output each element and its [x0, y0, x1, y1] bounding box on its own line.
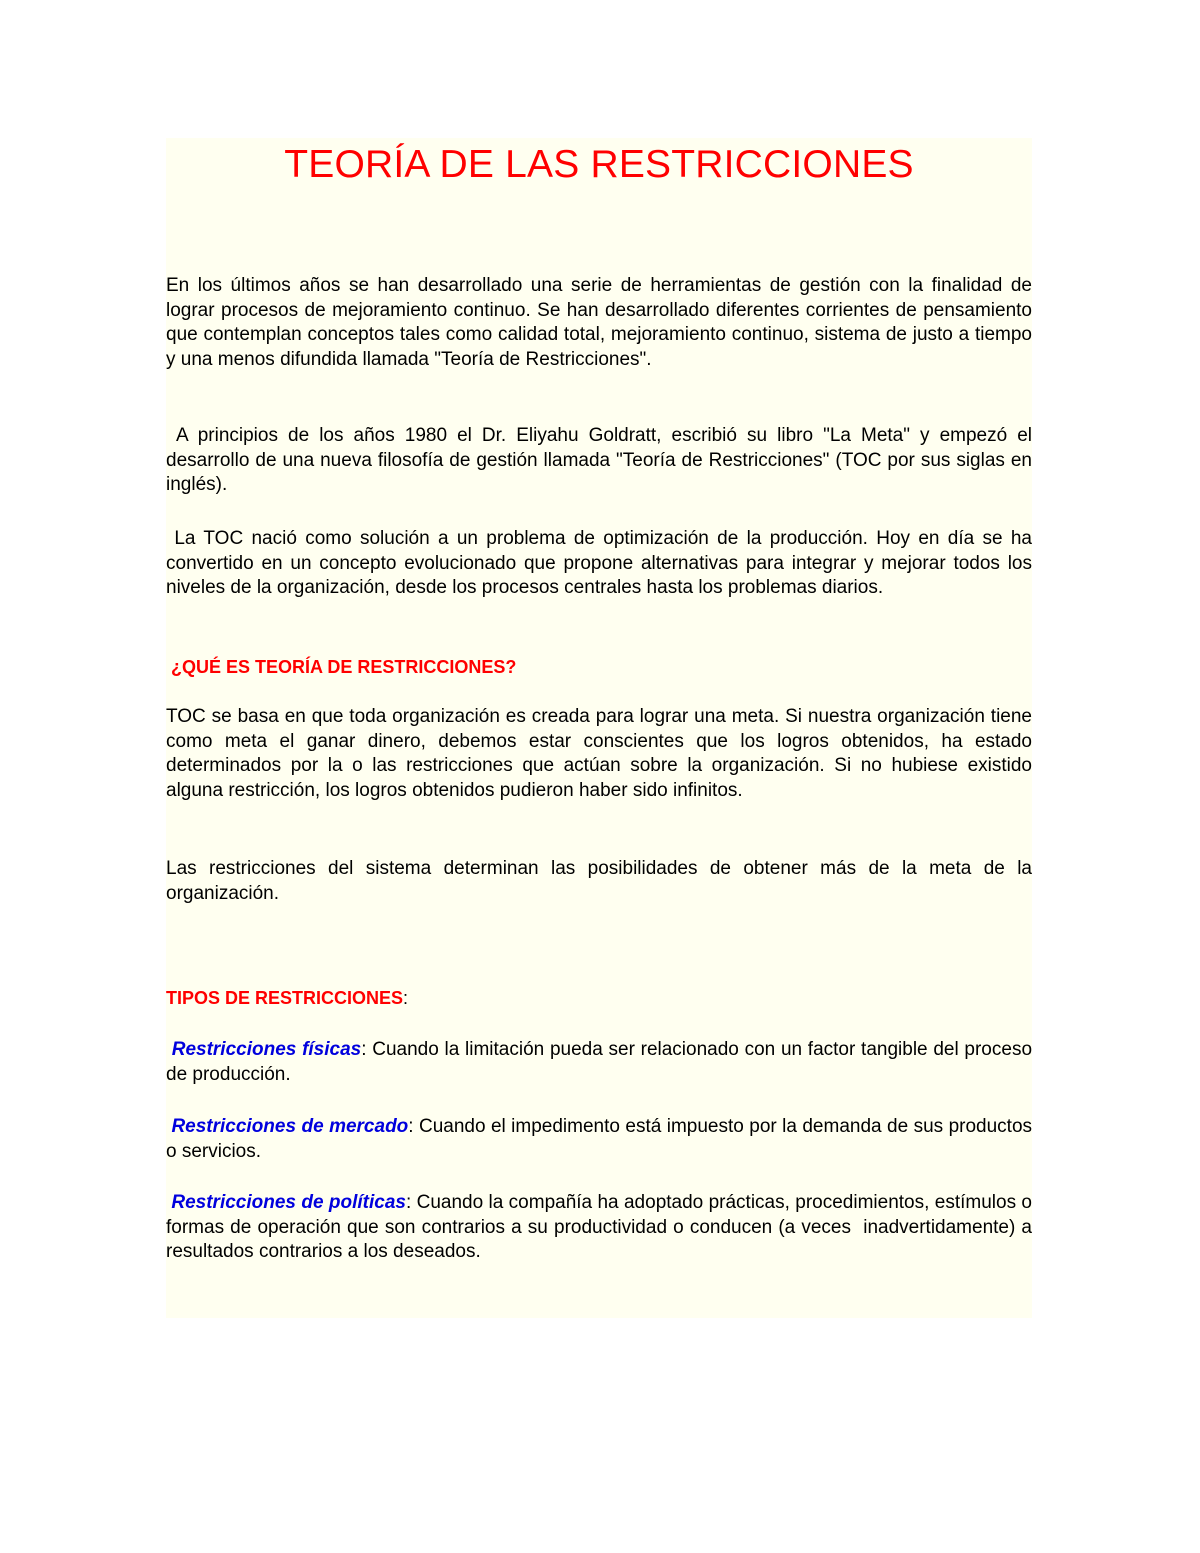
tipos-heading-colon: : [403, 988, 409, 1008]
tipo-item-fisicas [166, 1038, 1032, 1087]
tipo-term-fisicas: Restricciones físicas [166, 1039, 362, 1060]
restrictions-system-paragraph: Las restricciones del sistema determinan las posibilidades de obtener más de la meta de la organización. [166, 858, 1032, 904]
tipo-item-mercado [166, 1115, 1032, 1164]
section-heading-que-es: ¿QUÉ ES TEORÍA DE RESTRICCIONES? [166, 657, 517, 677]
tipo-text-fisicas: : Cuando la limitación pueda ser relacionado con un factor tangible del proceso de producción. [166, 1039, 1033, 1085]
tipo-term-politicas: Restricciones de políticas [166, 1192, 406, 1213]
tipos-heading-text: TIPOS DE RESTRICCIONES [166, 988, 404, 1008]
tipo-text-politicas: : Cuando la compañía ha adoptado prácticas, procedimientos, estímulos o formas de operación que son contrarios a su productividad o conducen (a veces inadvertidamente) a resultados contrarios a los deseados. [166, 1192, 1038, 1262]
section-heading-tipos [166, 986, 408, 1010]
intro-paragraph: En los últimos años se han desarrollado una serie de herramientas de gestión con la finalidad de lograr procesos de mejoramiento continuo. Se han desarrollado diferentes corrientes de pensamiento que contemplan conceptos tales como calidad total, mejoramiento continuo, sistema de justo a tiempo y una menos difundida llamada "Teoría de Restricciones". [166, 275, 1032, 370]
goldratt-paragraph: A principios de los años 1980 el Dr. Eliyahu Goldratt, escribió su libro "La Meta" y empezó el desarrollo de una nueva filosofía de gestión llamada "Teoría de Restricciones" (TOC por sus siglas en inglés). [166, 425, 1038, 495]
tipo-item-politicas [166, 1191, 1038, 1265]
toc-definition-paragraph: TOC se basa en que toda organización es creada para lograr una meta. Si nuestra organización tiene como meta el ganar dinero, debemos estar conscientes que los logros obtenidos, ha estado determinados por la o las restricciones que actúan sobre la organización. Si no hubiese existido alguna restricción, los logros obtenidos pudieron haber sido infinitos. [166, 706, 1032, 801]
tipo-term-mercado: Restricciones de mercado [166, 1116, 409, 1137]
toc-origin-paragraph: La TOC nació como solución a un problema de optimización de la producción. Hoy en día se ha convertido en un concepto evolucionado que propone alternativas para integrar y mejorar todos los niveles de la organización, desde los procesos centrales hasta los problemas diarios. [166, 528, 1038, 598]
document-title: TEORÍA DE LAS RESTRICCIONES [284, 143, 914, 186]
document-page [166, 138, 1038, 1318]
tipo-text-mercado: : Cuando el impedimento está impuesto por la demanda de sus productos o servicios. [166, 1116, 1033, 1162]
